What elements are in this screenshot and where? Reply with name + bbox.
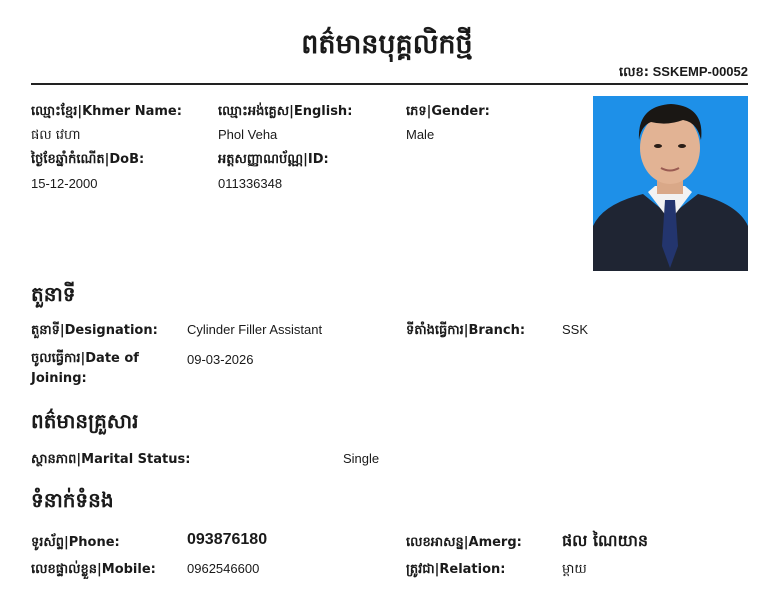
document-number-label: លេខ:	[619, 65, 649, 80]
position-heading: តួនាទី	[31, 282, 76, 306]
employee-photo	[593, 96, 748, 271]
mobile-value: 0962546600	[187, 561, 260, 576]
khmer-name-value: ផល វេហា	[31, 128, 81, 143]
dob-value: 15-12-2000	[31, 176, 98, 191]
designation-label: តួនាទី|Designation:	[31, 323, 158, 338]
english-name-label: ឈ្មោះអង់គ្លេស|English:	[218, 104, 353, 119]
relation-label: ត្រូវជា|Relation:	[406, 562, 506, 577]
khmer-name-label: ឈ្មោះខ្មែរ|Khmer Name:	[31, 104, 182, 119]
joining-label: ចូលធ្វើការ|Date of Joining:	[31, 351, 139, 386]
branch-label: ទីតាំងធ្វើការ|Branch:	[406, 323, 526, 338]
branch-value: SSK	[562, 322, 589, 337]
english-name-value: Phol Veha	[218, 127, 278, 142]
emergency-value: ផល ណៃយាន	[562, 531, 649, 550]
page-title: ពត៌មានបុគ្គលិកថ្មី	[301, 29, 473, 60]
joining-value: 09-03-2026	[187, 352, 254, 367]
relation-value: ម្ដាយ	[562, 562, 587, 577]
marital-status-label: ស្ថានភាព|Marital Status:	[31, 452, 191, 467]
contact-heading: ទំនាក់ទំនង	[31, 488, 114, 512]
gender-label: ភេទ|Gender:	[406, 104, 490, 119]
phone-label: ទូរស័ព្ទ|Phone:	[31, 535, 120, 550]
document-number-value: SSKEMP-00052	[652, 64, 748, 79]
phone-value: 093876180	[187, 531, 268, 548]
dob-label: ថ្ងៃខែឆ្នាំកំណើត|DoB:	[31, 152, 145, 167]
family-heading: ពត៌មានគ្រួសារ	[31, 409, 139, 433]
mobile-label: លេខផ្ទាល់ខ្លួន|Mobile:	[31, 562, 156, 577]
emergency-label: លេខអាសន្ន|Amerg:	[406, 535, 522, 550]
id-value: 011336348	[218, 176, 283, 191]
gender-value: Male	[406, 127, 435, 142]
header-divider	[31, 83, 748, 85]
marital-status-value: Single	[343, 451, 380, 466]
designation-value: Cylinder Filler Assistant	[187, 322, 323, 337]
id-label: អត្តសញ្ញាណប័ណ្ណ|ID:	[218, 152, 329, 167]
document-number	[619, 64, 748, 83]
